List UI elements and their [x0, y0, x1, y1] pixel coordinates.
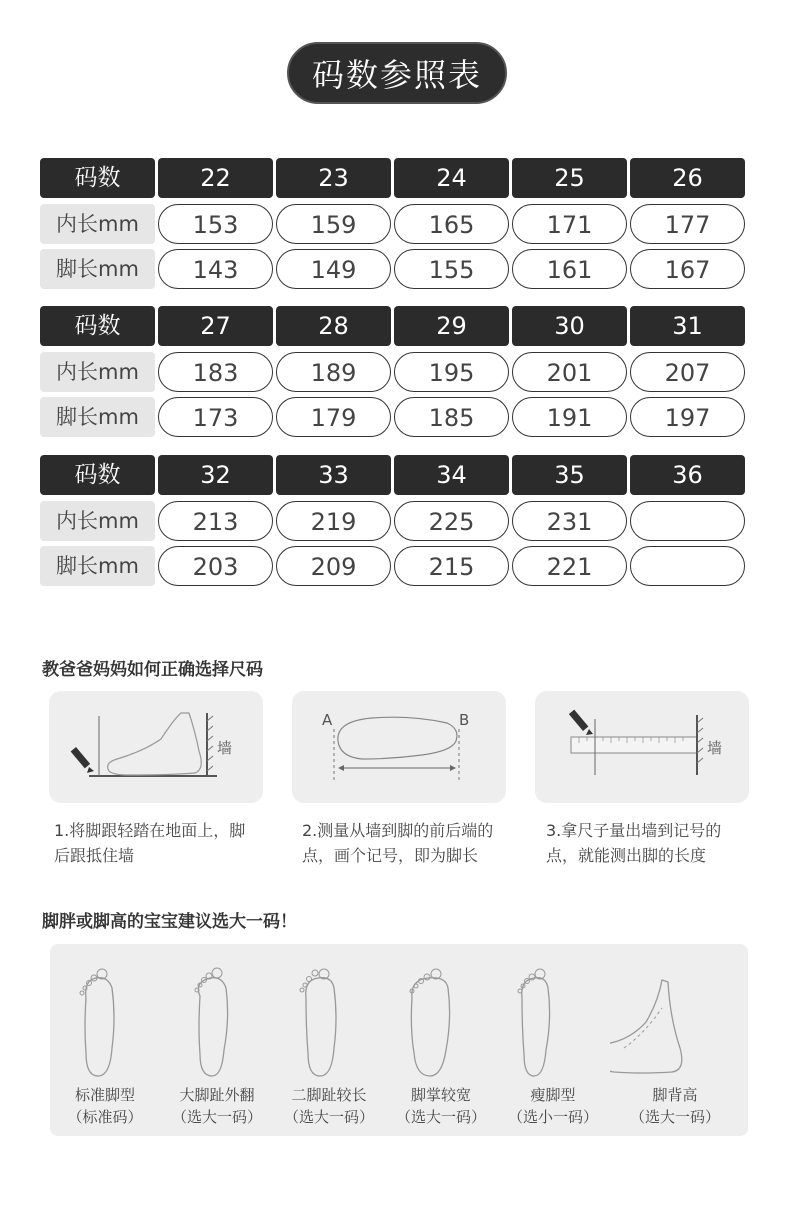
value-cell: 179 — [276, 397, 391, 437]
high-instep-foot-icon — [610, 958, 740, 1088]
foot-type-name: 瘦脚型 — [530, 1086, 576, 1104]
foot-type-note: （选大一码） — [171, 1108, 262, 1126]
size-header-row — [40, 306, 746, 346]
value-cell: 225 — [394, 501, 509, 541]
row-label: 内长mm — [40, 204, 155, 244]
size-data-row — [40, 546, 746, 586]
size-header-row — [40, 455, 746, 495]
value-cell: 219 — [276, 501, 391, 541]
size-header-label: 码数 — [40, 158, 155, 198]
size-data-row — [40, 352, 746, 392]
value-cell: 209 — [276, 546, 391, 586]
size-header-cell: 32 — [158, 455, 273, 495]
step-1-text: 1.将脚跟轻踏在地面上，脚后跟抵住墙 — [54, 821, 246, 865]
size-data-row — [40, 249, 746, 289]
value-cell: 215 — [394, 546, 509, 586]
step-3-text: 3.拿尺子量出墙到记号的点，就能测出脚的长度 — [546, 821, 722, 865]
value-cell: 161 — [512, 249, 627, 289]
step-2-illustration — [292, 691, 506, 803]
value-cell: 171 — [512, 204, 627, 244]
value-cell: 165 — [394, 204, 509, 244]
size-data-row — [40, 501, 746, 541]
value-cell: 185 — [394, 397, 509, 437]
value-cell: 143 — [158, 249, 273, 289]
size-header-cell: 23 — [276, 158, 391, 198]
foot-types-panel — [50, 944, 748, 1136]
row-label: 脚长mm — [40, 397, 155, 437]
size-header-cell: 22 — [158, 158, 273, 198]
value-cell: 177 — [630, 204, 745, 244]
foot-type-note: （选小一码） — [507, 1108, 598, 1126]
size-header-cell: 26 — [630, 158, 745, 198]
value-cell: 189 — [276, 352, 391, 392]
size-header-label: 码数 — [40, 306, 155, 346]
value-cell: 207 — [630, 352, 745, 392]
page-title: 码数参照表 — [287, 42, 507, 104]
size-header-cell: 25 — [512, 158, 627, 198]
size-header-cell: 30 — [512, 306, 627, 346]
value-cell: 149 — [276, 249, 391, 289]
value-cell: 221 — [512, 546, 627, 586]
value-cell — [630, 546, 745, 586]
size-header-label: 码数 — [40, 455, 155, 495]
wall-label: 墙 — [217, 739, 233, 757]
wall-label: 墙 — [707, 739, 723, 757]
size-header-cell: 35 — [512, 455, 627, 495]
row-label: 脚长mm — [40, 249, 155, 289]
foot-type-note: （选大一码） — [395, 1108, 486, 1126]
mark-a-label: A — [322, 711, 333, 729]
foot-outline-icon — [292, 691, 506, 803]
size-data-row — [40, 204, 746, 244]
bunion-foot-icon — [162, 958, 272, 1088]
foot-type-name: 大脚趾外翻 — [179, 1086, 255, 1104]
size-header-cell: 27 — [158, 306, 273, 346]
size-header-cell: 36 — [630, 455, 745, 495]
value-cell: 195 — [394, 352, 509, 392]
foot-type-note: （选大一码） — [629, 1108, 720, 1126]
foot-type-name: 二脚趾较长 — [291, 1086, 367, 1104]
size-header-cell: 24 — [394, 158, 509, 198]
value-cell: 201 — [512, 352, 627, 392]
foot-type-name: 脚背高 — [652, 1086, 698, 1104]
value-cell — [630, 501, 745, 541]
value-cell: 183 — [158, 352, 273, 392]
value-cell: 213 — [158, 501, 273, 541]
value-cell: 153 — [158, 204, 273, 244]
value-cell: 203 — [158, 546, 273, 586]
size-header-cell: 34 — [394, 455, 509, 495]
size-data-row — [40, 397, 746, 437]
foot-type-name: 脚掌较宽 — [410, 1086, 471, 1104]
value-cell: 231 — [512, 501, 627, 541]
standard-foot-icon — [50, 958, 160, 1088]
foot-type-note: （选大一码） — [283, 1108, 374, 1126]
slim-foot-icon — [498, 958, 608, 1088]
value-cell: 159 — [276, 204, 391, 244]
foot-type-name: 标准脚型 — [74, 1086, 135, 1104]
size-header-cell: 33 — [276, 455, 391, 495]
step-2-text: 2.测量从墙到脚的前后端的点，画个记号，即为脚长 — [302, 821, 494, 865]
value-cell: 173 — [158, 397, 273, 437]
value-cell: 191 — [512, 397, 627, 437]
value-cell: 197 — [630, 397, 745, 437]
foot-types-section-title: 脚胖或脚高的宝宝建议选大一码！ — [42, 912, 297, 932]
size-header-row — [40, 158, 746, 198]
row-label: 脚长mm — [40, 546, 155, 586]
row-label: 内长mm — [40, 501, 155, 541]
long-second-toe-foot-icon — [274, 958, 384, 1088]
wide-foot-icon — [386, 958, 496, 1088]
mark-b-label: B — [459, 711, 470, 729]
row-label: 内长mm — [40, 352, 155, 392]
size-header-cell: 29 — [394, 306, 509, 346]
size-header-cell: 28 — [276, 306, 391, 346]
size-header-cell: 31 — [630, 306, 745, 346]
step-3-illustration — [535, 691, 749, 803]
value-cell: 167 — [630, 249, 745, 289]
foot-type-note: （标准码） — [67, 1108, 143, 1126]
step-1-illustration — [49, 691, 263, 803]
value-cell: 155 — [394, 249, 509, 289]
measure-section-title: 教爸爸妈妈如何正确选择尺码 — [42, 660, 263, 680]
